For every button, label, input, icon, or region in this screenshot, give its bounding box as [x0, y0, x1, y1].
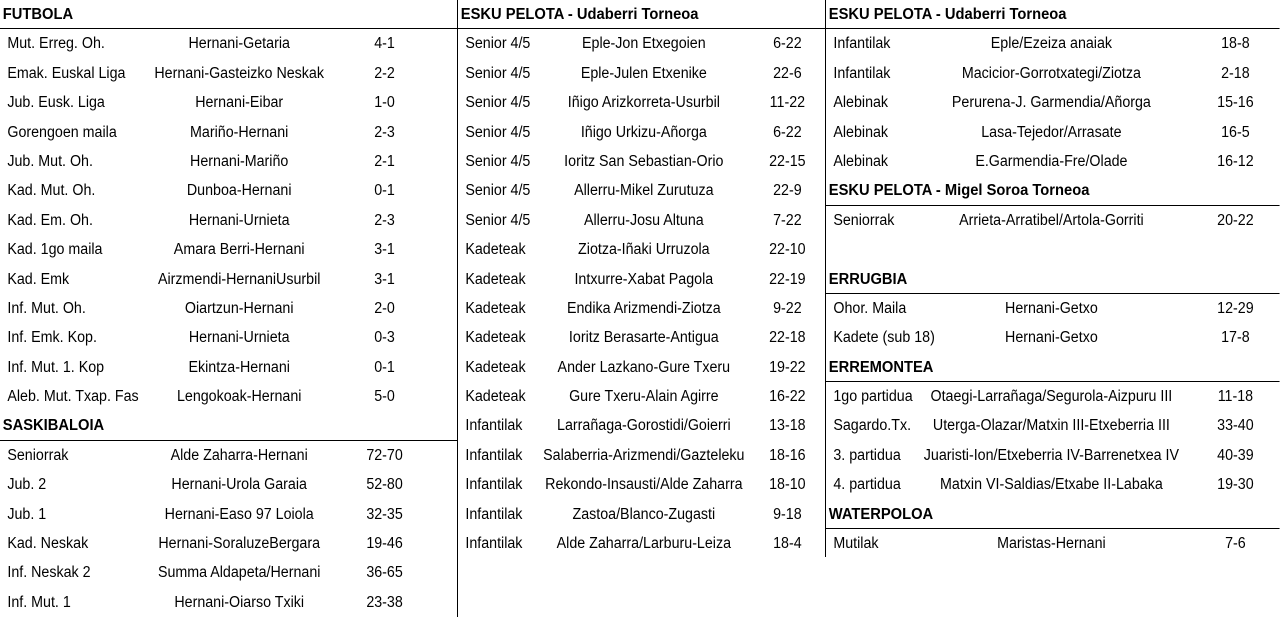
category-cell: Infantilak	[465, 417, 523, 435]
score-cell: 3-1	[374, 241, 395, 259]
match-cell: Hernani-Urola Garaia	[171, 476, 307, 494]
score-cell: 6-22	[773, 35, 802, 53]
match-cell: Hernani-Mariño	[190, 152, 289, 170]
match-cell: Eple-Jon Etxegoien	[581, 35, 706, 53]
score-cell: 23-38	[366, 593, 403, 611]
match-cell: Intxurre-Xabat Pagola	[574, 270, 714, 288]
result-row	[458, 59, 825, 88]
result-row	[458, 382, 825, 411]
category-cell: Jub. 2	[7, 476, 47, 494]
result-row	[826, 147, 1280, 176]
match-cell: Alde Zaharra/Larburu-Leiza	[556, 535, 732, 553]
result-row	[0, 118, 457, 147]
section-title: ESKU PELOTA - Migel Soroa Torneoa	[828, 182, 1090, 200]
score-cell: 2-1	[374, 152, 395, 170]
result-row	[0, 558, 457, 587]
section-header-esku-pelota-udaberri-2	[826, 0, 1280, 29]
result-row	[458, 353, 825, 382]
match-cell: Arrieta-Arratibel/Artola-Gorriti	[959, 211, 1144, 229]
result-row	[458, 411, 825, 440]
match-cell: Airzmendi-HernaniUsurbil	[157, 270, 321, 288]
section-header-saskibaloia	[0, 411, 457, 440]
category-cell: Infantilak	[833, 64, 891, 82]
section-header-errugbia	[826, 265, 1280, 294]
category-cell: Seniorrak	[7, 446, 69, 464]
result-row	[458, 235, 825, 264]
score-cell: 15-16	[1217, 94, 1254, 112]
result-row	[826, 88, 1280, 117]
result-row	[458, 265, 825, 294]
column-football-basketball	[0, 0, 458, 617]
result-row	[458, 206, 825, 235]
category-cell: Inf. Mut. 1	[7, 593, 71, 611]
match-cell: Ziotza-Iñaki Urruzola	[578, 241, 710, 259]
result-row	[0, 500, 457, 529]
match-cell: Mariño-Hernani	[190, 123, 289, 141]
result-row	[0, 441, 457, 470]
result-row	[458, 470, 825, 499]
score-cell: 18-10	[769, 476, 806, 494]
category-cell: 1go partidua	[833, 388, 913, 406]
category-cell: Kadete (sub 18)	[833, 329, 935, 347]
result-row	[0, 588, 457, 617]
score-cell: 22-18	[769, 329, 806, 347]
category-cell: Infantilak	[465, 505, 523, 523]
score-cell: 0-1	[374, 358, 395, 376]
match-cell: Lengokoak-Hernani	[176, 388, 302, 406]
section-rows-migel-soroa	[826, 206, 1280, 235]
match-cell: Iñigo Arizkorreta-Usurbil	[567, 94, 720, 112]
score-cell: 19-46	[366, 535, 403, 553]
match-cell: Ioritz Berasarte-Antigua	[568, 329, 719, 347]
category-cell: Aleb. Mut. Txap. Fas	[7, 388, 139, 406]
section-title: ERREMONTEA	[828, 358, 934, 376]
result-row	[458, 294, 825, 323]
category-cell: Kadeteak	[465, 299, 526, 317]
category-cell: Alebinak	[833, 123, 889, 141]
match-cell: Allerru-Josu Altuna	[583, 211, 704, 229]
score-cell: 22-6	[773, 64, 802, 82]
score-cell: 2-0	[374, 299, 395, 317]
section-rows-errugbia	[826, 294, 1280, 353]
section-rows-erremontea	[826, 382, 1280, 500]
category-cell: Kad. Mut. Oh.	[7, 182, 96, 200]
category-cell: Kadeteak	[465, 358, 526, 376]
match-cell: Allerru-Mikel Zurutuza	[574, 182, 714, 200]
score-cell: 22-9	[773, 182, 802, 200]
result-row	[0, 470, 457, 499]
match-cell: Hernani-Urnieta	[188, 211, 290, 229]
result-row	[458, 176, 825, 205]
category-cell: 4. partidua	[833, 476, 901, 494]
result-row	[458, 500, 825, 529]
section-title: ERRUGBIA	[828, 270, 908, 288]
score-cell: 20-22	[1217, 211, 1254, 229]
score-cell: 22-19	[769, 270, 806, 288]
section-title: ESKU PELOTA - Udaberri Torneoa	[828, 6, 1067, 23]
score-cell: 12-29	[1217, 299, 1254, 317]
section-header-erremontea	[826, 353, 1280, 382]
result-row	[0, 382, 457, 411]
result-row	[458, 118, 825, 147]
match-cell: Macicior-Gorrotxategi/Ziotza	[961, 64, 1141, 82]
match-cell: Amara Berri-Hernani	[173, 241, 305, 259]
result-row	[826, 529, 1280, 558]
result-row	[0, 265, 457, 294]
section-rows-esku-pelota-udaberri	[458, 29, 825, 558]
section-header-futbola	[0, 0, 457, 29]
result-row	[826, 59, 1280, 88]
score-cell: 11-22	[769, 94, 806, 112]
match-cell: Larrañaga-Gorostidi/Goierri	[557, 417, 731, 435]
result-row	[0, 323, 457, 352]
match-cell: Perurena-J. Garmendia/Añorga	[951, 94, 1151, 112]
result-row	[0, 59, 457, 88]
section-rows-udaberri-2	[826, 29, 1280, 176]
result-row	[826, 294, 1280, 323]
match-cell: Hernani-SoraluzeBergara	[158, 535, 321, 553]
score-cell: 22-10	[769, 241, 806, 259]
result-row	[0, 176, 457, 205]
score-cell: 6-22	[773, 123, 802, 141]
score-cell: 2-3	[374, 123, 395, 141]
match-cell: Endika Arizmendi-Ziotza	[566, 299, 721, 317]
category-cell: Seniorrak	[833, 211, 895, 229]
match-cell: Alde Zaharra-Hernani	[170, 446, 308, 464]
section-title: FUTBOLA	[2, 6, 74, 23]
match-cell: Gure Txeru-Alain Agirre	[569, 388, 719, 406]
category-cell: Mut. Erreg. Oh.	[7, 35, 105, 53]
column-other-sports	[825, 0, 1280, 557]
section-header-esku-pelota-udaberri	[458, 0, 825, 29]
score-cell: 52-80	[366, 476, 403, 494]
category-cell: Infantilak	[465, 535, 523, 553]
match-cell: Iñigo Urkizu-Añorga	[580, 123, 707, 141]
category-cell: Ohor. Maila	[833, 299, 907, 317]
score-cell: 40-39	[1217, 446, 1254, 464]
section-header-waterpoloa	[826, 500, 1280, 529]
score-cell: 11-18	[1217, 388, 1254, 406]
section-title: WATERPOLOA	[828, 505, 934, 523]
match-cell: Hernani-Getaria	[188, 35, 290, 53]
score-cell: 9-22	[773, 299, 802, 317]
category-cell: Infantilak	[465, 446, 523, 464]
match-cell: Lasa-Tejedor/Arrasate	[981, 123, 1122, 141]
category-cell: Kadeteak	[465, 388, 526, 406]
category-cell: Kadeteak	[465, 241, 526, 259]
score-cell: 2-2	[374, 64, 395, 82]
category-cell: Jub. Mut. Oh.	[7, 152, 93, 170]
score-cell: 17-8	[1221, 329, 1250, 347]
score-cell: 5-0	[374, 388, 395, 406]
score-cell: 18-4	[773, 535, 802, 553]
match-cell: Rekondo-Insausti/Alde Zaharra	[545, 476, 743, 494]
category-cell: Kad. Neskak	[7, 535, 89, 553]
score-cell: 22-15	[769, 152, 806, 170]
result-row	[826, 29, 1280, 58]
category-cell: Alebinak	[833, 152, 889, 170]
match-cell: Hernani-Oiarso Txiki	[174, 593, 305, 611]
score-cell: 16-22	[769, 388, 806, 406]
score-cell: 9-18	[773, 505, 802, 523]
match-cell: Hernani-Getxo	[1005, 329, 1098, 347]
category-cell: Inf. Mut. Oh.	[7, 299, 86, 317]
match-cell: Hernani-Gasteizko Neskak	[154, 64, 324, 82]
match-cell: Matxin VI-Saldias/Etxabe II-Labaka	[940, 476, 1163, 494]
category-cell: Infantilak	[833, 35, 891, 53]
category-cell: Inf. Emk. Kop.	[7, 329, 97, 347]
category-cell: Senior 4/5	[465, 182, 531, 200]
match-cell: Eple/Ezeiza anaiak	[990, 35, 1113, 53]
result-row	[0, 294, 457, 323]
match-cell: Hernani-Urnieta	[188, 329, 290, 347]
result-row	[826, 470, 1280, 499]
category-cell: Kad. 1go maila	[7, 241, 103, 259]
category-cell: Sagardo.Tx.	[833, 417, 912, 435]
score-cell: 2-18	[1221, 64, 1250, 82]
category-cell: Inf. Neskak 2	[7, 564, 91, 582]
score-cell: 32-35	[366, 505, 403, 523]
category-cell: Jub. 1	[7, 505, 47, 523]
score-cell: 7-22	[773, 211, 802, 229]
section-title: SASKIBALOIA	[2, 417, 105, 435]
result-row	[458, 88, 825, 117]
score-cell: 16-5	[1221, 123, 1250, 141]
result-row	[826, 411, 1280, 440]
category-cell: Senior 4/5	[465, 64, 531, 82]
category-cell: Jub. Eusk. Liga	[7, 94, 105, 112]
match-cell: Salaberria-Arizmendi/Gazteleku	[543, 446, 745, 464]
score-cell: 72-70	[366, 446, 403, 464]
category-cell: Kad. Em. Oh.	[7, 211, 93, 229]
match-cell: E.Garmendia-Fre/Olade	[975, 152, 1128, 170]
section-rows-waterpoloa	[826, 529, 1280, 558]
result-row	[458, 323, 825, 352]
category-cell: Kadeteak	[465, 329, 526, 347]
result-row	[0, 147, 457, 176]
category-cell: Kadeteak	[465, 270, 526, 288]
section-title: ESKU PELOTA - Udaberri Torneoa	[460, 6, 699, 23]
result-row	[0, 206, 457, 235]
match-cell: Hernani-Eibar	[195, 94, 284, 112]
match-cell: Hernani-Getxo	[1005, 299, 1098, 317]
match-cell: Ioritz San Sebastian-Orio	[564, 152, 724, 170]
score-cell: 4-1	[374, 35, 395, 53]
result-row	[826, 206, 1280, 235]
match-cell: Oiartzun-Hernani	[184, 299, 294, 317]
match-cell: Juaristi-Ion/Etxeberria IV-Barrenetxea IV	[923, 446, 1180, 464]
match-cell: Ander Lazkano-Gure Txeru	[557, 358, 731, 376]
section-rows-saskibaloia	[0, 441, 457, 617]
score-cell: 33-40	[1217, 417, 1254, 435]
category-cell: Emak. Euskal Liga	[7, 64, 126, 82]
match-cell: Eple-Julen Etxenike	[580, 64, 707, 82]
result-row	[458, 441, 825, 470]
result-row	[826, 382, 1280, 411]
category-cell: Senior 4/5	[465, 123, 531, 141]
section-rows-futbola	[0, 29, 457, 411]
score-cell: 7-6	[1225, 535, 1246, 553]
result-row	[0, 29, 457, 58]
result-row	[0, 88, 457, 117]
score-cell: 0-1	[374, 182, 395, 200]
result-row	[0, 529, 457, 558]
score-cell: 16-12	[1217, 152, 1254, 170]
section-header-migel-soroa	[826, 176, 1280, 205]
category-cell: Kad. Emk	[7, 270, 70, 288]
category-cell: Infantilak	[465, 476, 523, 494]
score-cell: 2-3	[374, 211, 395, 229]
match-cell: Ekintza-Hernani	[188, 358, 290, 376]
category-cell: Senior 4/5	[465, 152, 531, 170]
match-cell: Zastoa/Blanco-Zugasti	[572, 505, 716, 523]
category-cell: Alebinak	[833, 94, 889, 112]
result-row	[0, 353, 457, 382]
match-cell: Maristas-Hernani	[997, 535, 1106, 553]
category-cell: Senior 4/5	[465, 211, 531, 229]
score-cell: 1-0	[374, 94, 395, 112]
score-cell: 13-18	[769, 417, 806, 435]
score-cell: 19-30	[1217, 476, 1254, 494]
result-row	[458, 147, 825, 176]
match-cell: Otaegi-Larrañaga/Segurola-Aizpuru III	[930, 388, 1173, 406]
category-cell: Gorengoen maila	[7, 123, 117, 141]
category-cell: Senior 4/5	[465, 35, 531, 53]
category-cell: Senior 4/5	[465, 94, 531, 112]
category-cell: Mutilak	[833, 535, 879, 553]
score-cell: 18-8	[1221, 35, 1250, 53]
category-cell: Inf. Mut. 1. Kop	[7, 358, 105, 376]
column-esku-pelota-udaberri	[458, 0, 825, 617]
score-cell: 3-1	[374, 270, 395, 288]
match-cell: Summa Aldapeta/Hernani	[157, 564, 321, 582]
category-cell: 3. partidua	[833, 446, 901, 464]
match-cell: Uterga-Olazar/Matxin III-Etxeberria III	[932, 417, 1170, 435]
result-row	[826, 323, 1280, 352]
result-row	[458, 529, 825, 558]
score-cell: 0-3	[374, 329, 395, 347]
result-row	[826, 118, 1280, 147]
result-row	[458, 29, 825, 58]
match-cell: Dunboa-Hernani	[186, 182, 292, 200]
score-cell: 19-22	[769, 358, 806, 376]
match-cell: Hernani-Easo 97 Loiola	[164, 505, 314, 523]
spacer	[826, 235, 1280, 264]
score-cell: 36-65	[366, 564, 403, 582]
result-row	[826, 441, 1280, 470]
result-row	[0, 235, 457, 264]
score-cell: 18-16	[769, 446, 806, 464]
